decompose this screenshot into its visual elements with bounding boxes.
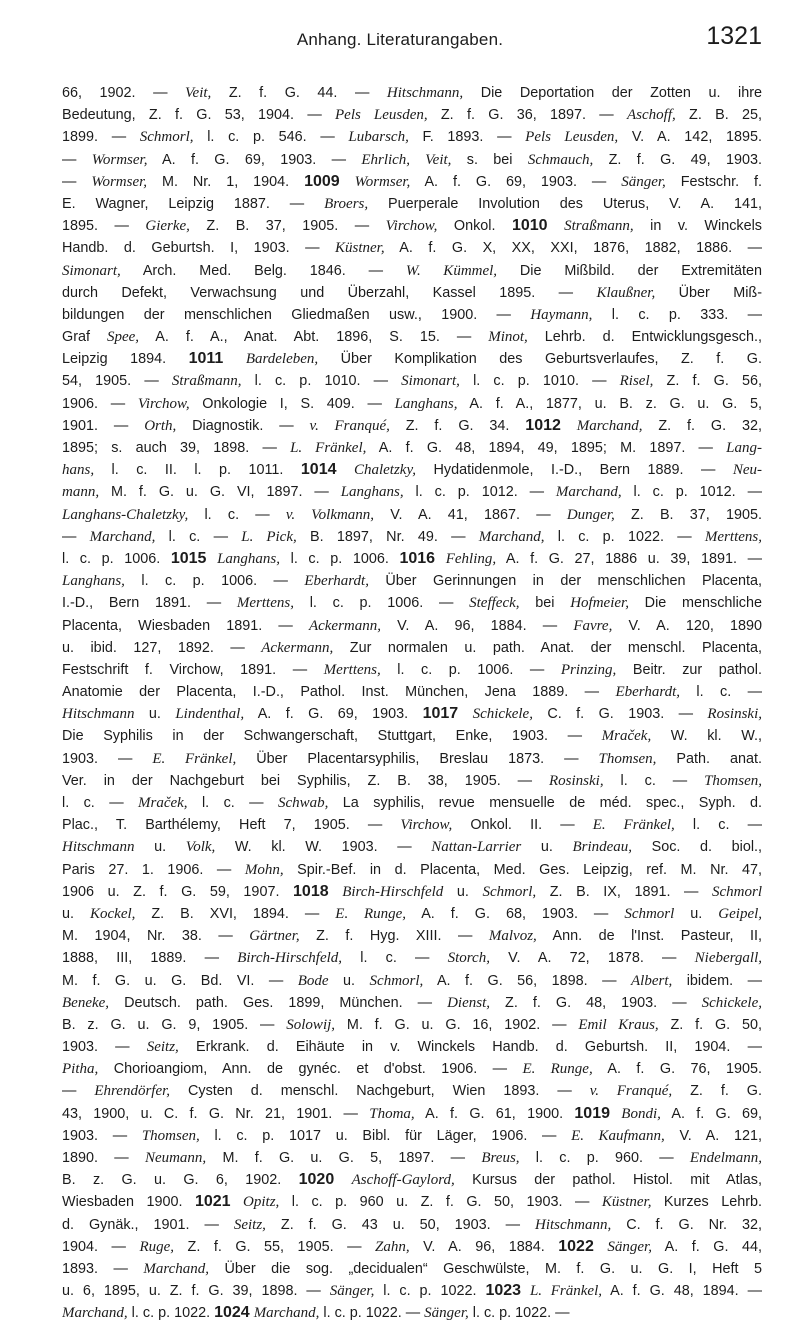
author-name: Virchow, xyxy=(385,218,438,235)
section-number: 1024 xyxy=(214,1304,250,1322)
text-line: u. ibid. 127, 1892. — Ackermann, Zur normalen u. path. Anat. der menschl. Placenta, xyxy=(62,639,762,656)
text-line: Ver. in der Nachgeburt bei Syphilis, Z. B. 38, 1905. — Rosinski, l. c. — Thomsen, xyxy=(62,772,762,789)
author-name: Favre, xyxy=(573,617,613,634)
text-line: Marchand, l. c. p. 1022. 1024 Marchand, l. c. p. 1022. — Sänger, l. c. p. 1022. — xyxy=(62,1304,570,1322)
author-name: Thomsen, xyxy=(598,750,657,767)
text-line: 1901. — Orth, Diagnostik. — v. Franqué, Z. f. G. 34. 1012 Marchand, Z. f. G. 32, xyxy=(62,416,762,434)
page-header xyxy=(0,0,800,60)
text-line: mann, M. f. G. u. G. VI, 1897. — Langhans, l. c. p. 1012. — Marchand, l. c. p. 1012. — xyxy=(62,484,762,501)
text-line: Langhans, l. c. p. 1006. — Eberhardt, Über Gerinnungen in der menschlichen Placenta, xyxy=(62,573,762,590)
author-name: Langhans, xyxy=(62,573,125,590)
author-name: Thomsen, xyxy=(141,1127,200,1144)
text-line: 1895; s. auch 39, 1898. — L. Fränkel, A. f. G. 48, 1894, 49, 1895; M. 1897. — Lang- xyxy=(62,440,762,456)
author-name: Beneke, xyxy=(62,994,110,1011)
author-name: E. Kaufmann, xyxy=(571,1127,665,1144)
author-name: Storch, xyxy=(447,950,490,967)
text-line: 1906 u. Z. f. G. 59, 1907. 1018 Birch-Hirschfeld u. Schmorl, Z. B. IX, 1891. — Schmorl xyxy=(62,882,762,900)
author-name: Ehrendörfer, xyxy=(94,1083,171,1100)
text-line: 1903. — E. Fränkel, Über Placentarsyphilis, Breslau 1873. — Thomsen, Path. anat. xyxy=(62,750,762,767)
author-name: Schmorl xyxy=(712,883,762,900)
author-name: Ackermann, xyxy=(308,617,382,634)
section-number: 1021 xyxy=(194,1193,231,1211)
text-line: Simonart, Arch. Med. Belg. 1846. — W. Kümmel, Die Mißbild. der Extremitäten xyxy=(62,262,762,279)
author-name: Neu- xyxy=(732,462,762,479)
author-name: Aschoff-Gaylord, xyxy=(351,1172,455,1189)
author-name: Hitschmann, xyxy=(534,1216,612,1233)
text-line: u. Kockel, Z. B. XVI, 1894. — E. Runge, A. f. G. 68, 1903. — Schmorl u. Geipel, xyxy=(62,905,762,922)
author-name: L. Fränkel, xyxy=(290,440,367,456)
author-name: Orth, xyxy=(144,417,177,434)
author-name: Hitschmann xyxy=(62,706,135,723)
text-line: Festschrift f. Virchow, 1891. — Merttens, l. c. p. 1006. — Prinzing, Beitr. zur pathol. xyxy=(62,661,762,678)
author-name: Sänger, xyxy=(607,1238,652,1255)
author-name: Solowij, xyxy=(286,1016,336,1033)
author-name: Chaletzky, xyxy=(353,462,417,479)
text-line: 1888, III, 1889. — Birch-Hirschfeld, l. c. — Storch, V. A. 72, 1878. — Niebergall, xyxy=(62,950,762,967)
author-name: Virchow, xyxy=(400,817,453,834)
text-line: M. f. G. u. G. Bd. VI. — Bode u. Schmorl, A. f. G. 56, 1898. — Albert, ibidem. — xyxy=(62,972,762,989)
author-name: Broers, xyxy=(324,195,369,212)
text-line: u. 6, 1895, u. Z. f. G. 39, 1898. — Sänger, l. c. p. 1022. 1023 L. Fränkel, A. f. G. 48, 1894. — xyxy=(62,1282,762,1300)
text-line: 1903. — Seitz, Erkrank. d. Eihäute in v. Winckels Handb. d. Geburtsh. II, 1904. — xyxy=(62,1039,762,1056)
author-name: Emil Kraus, xyxy=(578,1016,659,1033)
author-name: Marchand, xyxy=(555,484,622,501)
author-name: Marchand, xyxy=(143,1260,210,1277)
author-name: Mohn, xyxy=(244,861,284,878)
author-name: Lubarsch, xyxy=(348,129,409,146)
text-line: Anatomie der Placenta, I.-D., Pathol. Inst. München, Jena 1889. — Eberhardt, l. c. — xyxy=(62,684,762,701)
text-line: Handb. d. Geburtsh. I, 1903. — Küstner, A. f. G. X, XX, XXI, 1876, 1882, 1886. — xyxy=(62,240,762,257)
author-name: v. Franqué, xyxy=(589,1083,673,1100)
author-name: Merttens, xyxy=(704,528,762,545)
author-name: E. Runge, xyxy=(522,1061,593,1078)
author-name: Hofmeier, xyxy=(570,595,629,612)
author-name: Geipel, xyxy=(718,905,762,922)
author-name: Zahn, xyxy=(375,1238,410,1255)
section-number: 1014 xyxy=(300,461,337,479)
text-line: Langhans-Chaletzky, l. c. — v. Volkmann, V. A. 41, 1867. — Dunger, Z. B. 37, 1905. xyxy=(62,506,762,523)
section-number: 1012 xyxy=(525,416,561,434)
section-number: 1019 xyxy=(574,1104,610,1122)
author-name: Prinzing, xyxy=(560,661,617,678)
author-name: Bondi, xyxy=(621,1105,661,1122)
author-name: Schwab, xyxy=(277,795,329,811)
text-line: Paris 27. 1. 1906. — Mohn, Spir.-Bef. in d. Placenta, Med. Ges. Leipzig, ref. M. Nr. 47, xyxy=(62,861,762,878)
author-name: Virchow, xyxy=(137,395,190,412)
author-name: Fehling, xyxy=(445,550,497,567)
text-line: durch Defekt, Verwachsung und Überzahl, Kassel 1895. — Klaußner, Über Miß- xyxy=(62,284,762,301)
text-line: Plac., T. Barthélemy, Heft 7, 1905. — Virchow, Onkol. II. — E. Fränkel, l. c. — xyxy=(62,817,762,834)
author-name: Neumann, xyxy=(144,1150,207,1166)
author-name: Endelmann, xyxy=(689,1150,762,1166)
text-line: 1906. — Virchow, Onkologie I, S. 409. — Langhans, A. f. A., 1877, u. B. z. G. u. G. 5, xyxy=(62,395,762,412)
section-number: 1020 xyxy=(298,1171,335,1189)
bibliography-text xyxy=(62,82,762,1325)
author-name: Haymann, xyxy=(530,306,593,323)
author-name: Dienst, xyxy=(447,994,490,1011)
author-name: Sänger, xyxy=(329,1283,375,1300)
author-name: Albert, xyxy=(631,972,673,989)
author-name: Volk, xyxy=(185,839,216,856)
author-name: L. Fränkel, xyxy=(529,1283,602,1300)
author-name: Mraček, xyxy=(601,728,652,745)
author-name: Lindenthal, xyxy=(175,706,245,723)
text-line: l. c. — Mraček, l. c. — Schwab, La syphilis, revue mensuelle de méd. spec., Syph. d. xyxy=(62,795,762,811)
author-name: Thomsen, xyxy=(704,772,762,789)
author-name: Schmorl, xyxy=(139,129,194,146)
text-line: — Marchand, l. c. — L. Pick, B. 1897, Nr. 49. — Marchand, l. c. p. 1022. — Merttens, xyxy=(62,528,762,545)
text-line: 1899. — Schmorl, l. c. p. 546. — Lubarsch, F. 1893. — Pels Leusden, V. A. 142, 1895. xyxy=(62,129,762,146)
author-name: Seitz, xyxy=(146,1039,179,1056)
author-name: Ackermann, xyxy=(261,639,334,656)
author-name: Seitz, xyxy=(233,1216,266,1233)
text-line: 1893. — Marchand, Über die sog. „decidualen“ Geschwülste, M. f. G. u. G. I, Heft 5 xyxy=(62,1260,762,1277)
author-name: Klaußner, xyxy=(596,284,656,301)
author-name: Pels Leusden, xyxy=(525,129,619,146)
author-name: Schickele, xyxy=(701,994,762,1011)
text-line: Bedeutung, Z. f. G. 53, 1904. — Pels Leusden, Z. f. G. 36, 1897. — Aschoff, Z. B. 25, xyxy=(62,107,762,124)
section-number: 1016 xyxy=(399,549,436,567)
author-name: Thoma, xyxy=(369,1105,415,1122)
author-name: E. Runge, xyxy=(335,905,407,922)
author-name: Küstner, xyxy=(601,1194,652,1211)
author-name: Rosinski, xyxy=(707,706,762,723)
author-name: Breus, xyxy=(481,1150,520,1166)
author-name: mann, xyxy=(62,484,100,501)
author-name: Sänger, xyxy=(424,1305,469,1322)
author-name: Merttens, xyxy=(323,661,381,678)
section-number: 1023 xyxy=(485,1282,522,1300)
author-name: Eberhardt, xyxy=(304,573,369,590)
author-name: hans, xyxy=(62,462,95,479)
section-number: 1018 xyxy=(293,882,329,900)
author-name: Minot, xyxy=(488,329,528,346)
author-name: v. Volkmann, xyxy=(285,506,375,523)
author-name: E. Fränkel, xyxy=(592,817,675,834)
section-number: 1010 xyxy=(511,217,548,235)
author-name: Straßmann, xyxy=(564,218,634,235)
section-number: 1015 xyxy=(170,549,207,567)
author-name: Niebergall, xyxy=(694,950,762,967)
author-name: Ehrlich, Veit, xyxy=(361,151,452,168)
author-name: Sänger, xyxy=(621,173,666,190)
author-name: Langhans, xyxy=(217,550,281,567)
section-number: 1011 xyxy=(188,350,224,368)
text-line: Hitschmann u. Lindenthal, A. f. G. 69, 1903. 1017 Schickele, C. f. G. 1903. — Rosinski, xyxy=(62,705,762,723)
author-name: Schmorl, xyxy=(369,972,424,989)
text-line: 1903. — Thomsen, l. c. p. 1017 u. Bibl. für Läger, 1906. — E. Kaufmann, V. A. 121, xyxy=(62,1127,762,1144)
author-name: Simonart, xyxy=(62,262,121,279)
author-name: Marchand, xyxy=(576,417,643,434)
author-name: Hitschmann, xyxy=(386,85,464,101)
author-name: Spee, xyxy=(106,329,140,346)
author-name: Schmorl, xyxy=(482,883,537,900)
author-name: Langhans, xyxy=(340,484,404,501)
author-name: Risel, xyxy=(619,373,654,390)
author-name: Marchand, xyxy=(62,1305,128,1322)
text-line: M. 1904, Nr. 38. — Gärtner, Z. f. Hyg. XIII. — Malvoz, Ann. de l'Inst. Pasteur, II, xyxy=(62,928,762,945)
text-line: Leipzig 1894. 1011 Bardeleben, Über Komplikation des Geburtsverlaufes, Z. f. G. xyxy=(62,350,762,368)
text-line: — Ehrendörfer, Cysten d. menschl. Nachgeburt, Wien 1893. — v. Franqué, Z. f. G. xyxy=(62,1083,762,1100)
author-name: Pitha, xyxy=(62,1061,99,1078)
author-name: Bode xyxy=(297,972,329,989)
author-name: Wormser, xyxy=(354,173,411,190)
author-name: E. Fränkel, xyxy=(152,750,237,767)
text-line: l. c. p. 1006. 1015 Langhans, l. c. p. 1006. 1016 Fehling, A. f. G. 27, 1886 u. 39, 1891. — xyxy=(62,549,762,567)
author-name: Bardeleben, xyxy=(245,351,319,368)
author-name: Aschoff, xyxy=(627,107,676,124)
text-line: B. z. G. u. G. 9, 1905. — Solowij, M. f. G. u. G. 16, 1902. — Emil Kraus, Z. f. G. 50, xyxy=(62,1016,762,1033)
author-name: Hitschmann xyxy=(62,839,135,856)
text-line: bildungen der menschlichen Gliedmaßen usw., 1900. — Haymann, l. c. p. 333. — xyxy=(62,306,762,323)
text-line: 1895. — Gierke, Z. B. 37, 1905. — Virchow, Onkol. 1010 Straßmann, in v. Winckels xyxy=(62,217,762,235)
text-line: 1890. — Neumann, M. f. G. u. G. 5, 1897. — Breus, l. c. p. 960. — Endelmann, xyxy=(62,1150,762,1166)
text-line: Wiesbaden 1900. 1021 Opitz, l. c. p. 960 u. Z. f. G. 50, 1903. — Küstner, Kurzes Lehrb. xyxy=(62,1193,762,1211)
text-line: — Wormser, A. f. G. 69, 1903. — Ehrlich, Veit, s. bei Schmauch, Z. f. G. 49, 1903. xyxy=(62,151,762,168)
author-name: Straßmann, xyxy=(171,373,242,390)
text-line: Graf Spee, A. f. A., Anat. Abt. 1896, S. 15. — Minot, Lehrb. d. Entwicklungsgesch., xyxy=(62,329,762,346)
author-name: Gärtner, xyxy=(249,928,300,945)
author-name: Rosinski, xyxy=(548,772,604,789)
author-name: Veit, xyxy=(185,85,212,101)
author-name: Marchand, xyxy=(89,528,156,545)
author-name: Birch-Hirschfeld xyxy=(342,883,444,900)
author-name: Opitz, xyxy=(243,1194,280,1211)
text-line: I.-D., Bern 1891. — Merttens, l. c. p. 1006. — Steffeck, bei Hofmeier, Die menschliche xyxy=(62,595,762,612)
section-number: 1009 xyxy=(304,172,340,190)
author-name: Wormser, xyxy=(91,151,148,168)
author-name: Wormser, xyxy=(91,173,148,190)
author-name: Brindeau, xyxy=(572,839,633,856)
author-name: Malvoz, xyxy=(488,928,537,945)
text-line: hans, l. c. II. l. p. 1011. 1014 Chaletzky, Hydatidenmole, I.-D., Bern 1889. — Neu- xyxy=(62,461,762,479)
author-name: Merttens, xyxy=(236,595,294,612)
author-name: Langhans, xyxy=(394,395,458,412)
text-line: B. z. G. u. G. 6, 1902. 1020 Aschoff-Gaylord, Kursus der pathol. Histol. mit Atlas, xyxy=(62,1171,762,1189)
running-title: Anhang. Literaturangaben. xyxy=(296,30,504,49)
author-name: v. Franqué, xyxy=(309,417,390,434)
author-name: Simonart, xyxy=(401,373,460,390)
page-number: 1321 xyxy=(706,22,762,50)
author-name: Schmorl xyxy=(624,905,675,922)
text-line: Pitha, Chorioangiom, Ann. de gynéc. et d'obst. 1906. — E. Runge, A. f. G. 76, 1905. xyxy=(62,1061,762,1078)
author-name: Eberhardt, xyxy=(615,684,681,701)
text-line: 54, 1905. — Straßmann, l. c. p. 1010. — Simonart, l. c. p. 1010. — Risel, Z. f. G. 56, xyxy=(62,373,762,390)
text-line: 1904. — Ruge, Z. f. G. 55, 1905. — Zahn, V. A. 96, 1884. 1022 Sänger, A. f. G. 44, xyxy=(62,1237,762,1255)
author-name: Kockel, xyxy=(90,905,136,922)
text-line: Hitschmann u. Volk, W. kl. W. 1903. — Nattan-Larrier u. Brindeau, Soc. d. biol., xyxy=(62,839,762,856)
section-number: 1022 xyxy=(558,1237,594,1255)
author-name: L. Pick, xyxy=(241,528,297,545)
text-line: d. Gynäk., 1901. — Seitz, Z. f. G. 43 u. 50, 1903. — Hitschmann, C. f. G. Nr. 32, xyxy=(62,1216,762,1233)
text-line: Placenta, Wiesbaden 1891. — Ackermann, V. A. 96, 1884. — Favre, V. A. 120, 1890 xyxy=(62,617,762,634)
author-name: Nattan-Larrier xyxy=(431,839,522,856)
author-name: Schickele, xyxy=(472,706,533,723)
author-name: W. Kümmel, xyxy=(405,262,498,279)
author-name: Marchand, xyxy=(253,1305,320,1322)
author-name: Küstner, xyxy=(335,240,385,257)
author-name: Marchand, xyxy=(478,528,545,545)
author-name: Mraček, xyxy=(138,795,188,811)
text-line: E. Wagner, Leipzig 1887. — Broers, Puerperale Involution des Uterus, V. A. 141, xyxy=(62,195,762,212)
section-number: 1017 xyxy=(422,705,459,723)
author-name: Birch-Hirschfeld, xyxy=(237,950,343,967)
text-line: Beneke, Deutsch. path. Ges. 1899, München. — Dienst, Z. f. G. 48, 1903. — Schickele, xyxy=(62,994,762,1011)
author-name: Langhans-Chaletzky, xyxy=(62,506,189,523)
author-name: Ruge, xyxy=(139,1238,175,1255)
text-line: 43, 1900, u. C. f. G. Nr. 21, 1901. — Thoma, A. f. G. 61, 1900. 1019 Bondi, A. f. G. 69, xyxy=(62,1104,762,1122)
author-name: Steffeck, xyxy=(469,595,520,612)
author-name: Gierke, xyxy=(145,218,190,235)
text-line: Die Syphilis in der Schwangerschaft, Stuttgart, Enke, 1903. — Mraček, W. kl. W., xyxy=(62,728,762,745)
text-line: — Wormser, M. Nr. 1, 1904. 1009 Wormser, A. f. G. 69, 1903. — Sänger, Festschr. f. xyxy=(62,172,762,190)
author-name: Schmauch, xyxy=(527,151,594,168)
author-name: Lang- xyxy=(726,440,762,456)
author-name: Pels Leusden, xyxy=(335,107,428,124)
text-line: 66, 1902. — Veit, Z. f. G. 44. — Hitschmann, Die Deportation der Zotten u. ihre xyxy=(62,85,762,101)
author-name: Dunger, xyxy=(566,506,615,523)
